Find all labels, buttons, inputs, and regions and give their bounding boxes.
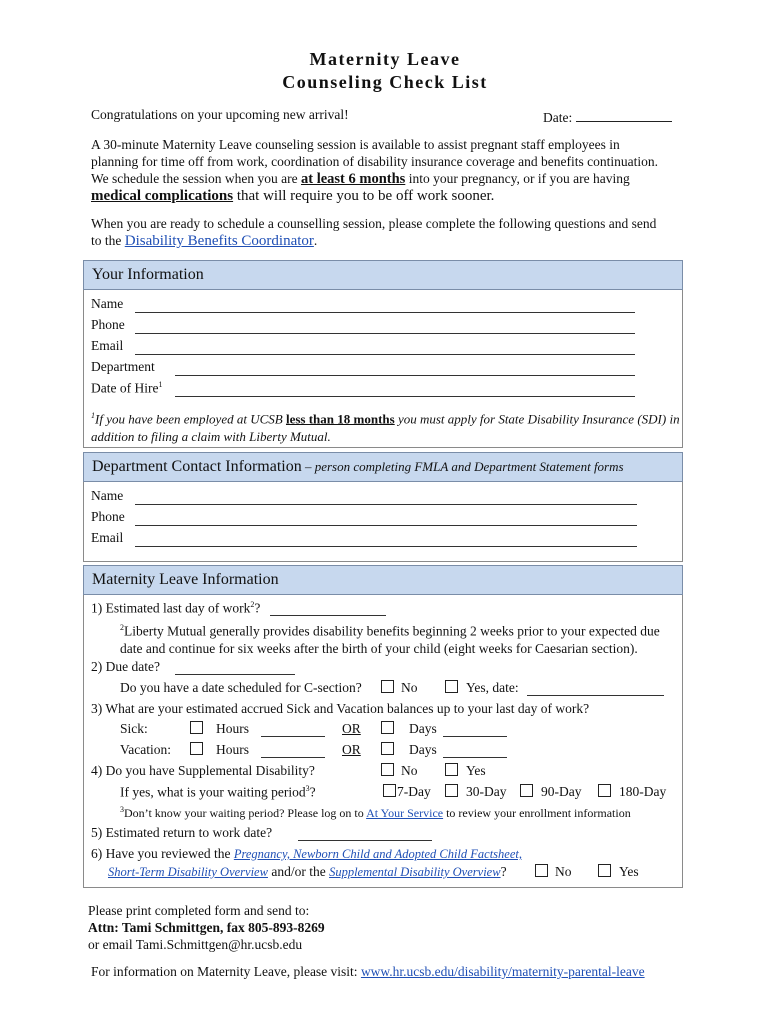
liberty-note: $^2$Liberty Mutual generally provides disability benefits beginning 2 weeks prior to your expected due date and continue for six weeks after the birth of your child (eight weeks for Caesarian section).: [120, 623, 660, 656]
intro-paragraph: [91, 136, 701, 205]
q5-label: 5) Estimated return to work date?: [91, 825, 273, 840]
last-day-field[interactable]: [270, 614, 386, 616]
maternity-heading: Maternity Leave Information: [83, 565, 683, 595]
date-of-hire-label: Date of Hire$^1$: [91, 380, 163, 396]
send-instructions: [88, 902, 325, 953]
department-field[interactable]: [175, 374, 635, 376]
reviewed-yes-checkbox[interactable]: [598, 864, 611, 877]
sick-days-label: Days: [409, 721, 437, 736]
info-line: For information on Maternity Leave, please visit: www.hr.ucsb.edu/disability/maternity-parental-leave: [91, 964, 645, 979]
department-label: Department: [91, 359, 155, 374]
coordinator-link[interactable]: Disability Benefits Coordinator: [124, 233, 314, 249]
phone-label: Phone: [91, 317, 125, 332]
congrats-text: Congratulations on your upcoming new arrival!: [91, 107, 349, 122]
csection-no-checkbox[interactable]: [381, 680, 394, 693]
waiting-period-question: If yes, what is your waiting period$^3$?: [120, 784, 316, 800]
wait-180-label: 180-Day: [619, 784, 667, 799]
name-label: Name: [91, 296, 124, 311]
waiting-period-note: $^3$Don’t know your waiting period? Please log on to At Your Service to review your enrollment information: [120, 805, 631, 820]
wait-90-checkbox[interactable]: [520, 784, 533, 797]
email-label: Email: [91, 338, 124, 353]
supplemental-yes-label: Yes: [466, 763, 486, 778]
schedule-paragraph: [91, 215, 701, 250]
q4-label: 4) Do you have Supplemental Disability?: [91, 763, 315, 778]
phone-field[interactable]: [135, 332, 635, 334]
sick-hours-field[interactable]: [261, 735, 325, 737]
dept-name-label: Name: [91, 488, 124, 503]
supplemental-no-checkbox[interactable]: [381, 763, 394, 776]
due-date-field[interactable]: [175, 673, 295, 675]
sick-or-label: OR: [342, 721, 361, 736]
supplemental-no-label: No: [401, 763, 418, 778]
wait-90-label: 90-Day: [541, 784, 582, 799]
reviewed-yes-label: Yes: [619, 864, 639, 879]
wait-7-checkbox[interactable]: [383, 784, 396, 797]
date-label: Date:: [543, 110, 573, 125]
reviewed-no-checkbox[interactable]: [535, 864, 548, 877]
send-line: Please print completed form and send to:: [88, 903, 310, 918]
csection-no-label: No: [401, 680, 418, 695]
q2-label: 2) Due date?: [91, 659, 160, 674]
dept-email-label: Email: [91, 530, 124, 545]
date-field[interactable]: [576, 107, 672, 122]
csection-question: Do you have a date scheduled for C-section?: [120, 680, 362, 695]
wait-30-checkbox[interactable]: [445, 784, 458, 797]
dept-phone-field[interactable]: [135, 524, 637, 526]
send-line-email: or email Tami.Schmittgen@hr.ucsb.edu: [88, 937, 303, 952]
at-your-service-link[interactable]: At Your Service: [366, 806, 444, 820]
vacation-days-label: Days: [409, 742, 437, 757]
sick-hours-label: Hours: [216, 721, 249, 736]
vacation-label: Vacation:: [120, 742, 171, 757]
date-of-hire-field[interactable]: [175, 395, 635, 397]
intro-line: A 30-minute Maternity Leave counseling session is available to assist pregnant staff employees in: [91, 137, 620, 152]
name-field[interactable]: [135, 311, 635, 313]
vacation-days-field[interactable]: [443, 756, 507, 758]
dept-name-field[interactable]: [135, 503, 637, 505]
supplemental-overview-link[interactable]: Supplemental Disability Overview: [329, 865, 501, 879]
sdi-note: $^1$If you have been employed at UCSB less than 18 months you must apply for State Disability Insurance (SDI) in addition to filing a claim with Liberty Mutual.: [91, 411, 680, 445]
wait-180-checkbox[interactable]: [598, 784, 611, 797]
wait-30-label: 30-Day: [466, 784, 507, 799]
intro-line: planning for time off from work, coordination of disability insurance coverage and benefits continuation.: [91, 154, 658, 169]
vacation-hours-checkbox[interactable]: [190, 742, 203, 755]
intro-line: We schedule the session when you are at least 6 months into your pregnancy, or if you are having: [91, 171, 630, 187]
q3-label: 3) What are your estimated accrued Sick and Vacation balances up to your last day of work?: [91, 701, 590, 716]
return-date-field[interactable]: [298, 839, 432, 841]
q6-label: 6) Have you reviewed the Pregnancy, Newborn Child and Adopted Child Factsheet,: [91, 846, 522, 861]
csection-yes-label: Yes, date:: [466, 680, 519, 695]
sick-days-field[interactable]: [443, 735, 507, 737]
vacation-days-checkbox[interactable]: [381, 742, 394, 755]
intro-line: medical complications that will require you to be off work sooner.: [91, 188, 495, 204]
schedule-line: to the Disability Benefits Coordinator.: [91, 233, 318, 249]
dept-email-field[interactable]: [135, 545, 637, 547]
factsheet-link[interactable]: Pregnancy, Newborn Child and Adopted Child Factsheet,: [233, 847, 522, 861]
maternity-leave-link[interactable]: www.hr.ucsb.edu/disability/maternity-parental-leave: [360, 964, 645, 979]
date-row: [543, 107, 672, 126]
your-info-heading: Your Information: [83, 260, 683, 290]
q1-label: 1) Estimated last day of work$^2$?: [91, 600, 261, 616]
send-line-attn: Attn: Tami Schmittgen, fax 805-893-8269: [88, 920, 325, 935]
q6-line-2: Short-Term Disability Overview and/or the Supplemental Disability Overview?: [108, 864, 507, 879]
csection-date-field[interactable]: [527, 694, 664, 696]
csection-yes-checkbox[interactable]: [445, 680, 458, 693]
dept-phone-label: Phone: [91, 509, 125, 524]
reviewed-no-label: No: [555, 864, 572, 879]
email-field[interactable]: [135, 353, 635, 355]
vacation-hours-label: Hours: [216, 742, 249, 757]
title-line-1: Maternity Leave: [309, 49, 461, 69]
vacation-or-label: OR: [342, 742, 361, 757]
dept-contact-section: [83, 482, 683, 562]
std-overview-link[interactable]: Short-Term Disability Overview: [108, 865, 268, 879]
sick-hours-checkbox[interactable]: [190, 721, 203, 734]
wait-7-label: 7-Day: [397, 784, 431, 799]
vacation-hours-field[interactable]: [261, 756, 325, 758]
sick-days-checkbox[interactable]: [381, 721, 394, 734]
supplemental-yes-checkbox[interactable]: [445, 763, 458, 776]
schedule-line: When you are ready to schedule a counselling session, please complete the following questions and send: [91, 216, 657, 231]
dept-contact-heading: Department Contact Information – person completing FMLA and Department Statement forms: [83, 452, 683, 482]
title-line-2: Counseling Check List: [282, 72, 488, 92]
sick-label: Sick:: [120, 721, 148, 736]
